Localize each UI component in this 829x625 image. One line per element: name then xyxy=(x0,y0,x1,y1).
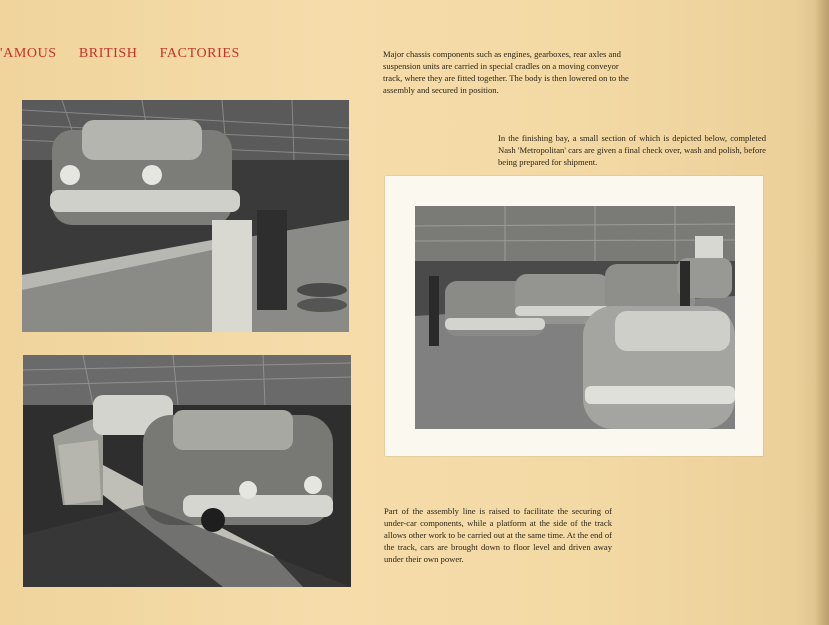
heading-word-1: 'AMOUS xyxy=(0,46,57,61)
chassis-paragraph: Major chassis components such as engines, gearboxes, rear axles and suspension units are carried in special cradles on a moving conveyor track, where they are fitted together. The body is then lowered on to the assembly and secured in position. xyxy=(383,49,629,95)
raised-assembly-line-photo xyxy=(23,355,351,587)
chassis-assembly-photo xyxy=(22,100,349,332)
heading-word-2: BRITISH xyxy=(78,46,138,61)
section-heading xyxy=(0,46,258,62)
finishing-bay-photo xyxy=(415,206,735,429)
page-edge-shadow xyxy=(815,0,829,625)
finishing-paragraph: In the finishing bay, a small section of which is depicted below, completed Nash 'Metropolitan' cars are given a final check over, wash and polish, before being prepared for shipment. xyxy=(498,133,766,167)
heading-word-3: FACTORIES xyxy=(159,46,240,61)
assembly-paragraph: Part of the assembly line is raised to facilitate the securing of under-car components, while a platform at the side of the track allows other work to be carried out at the same time. At the end of the track, cars are brought down to floor level and driven away under their own power. xyxy=(384,506,612,564)
